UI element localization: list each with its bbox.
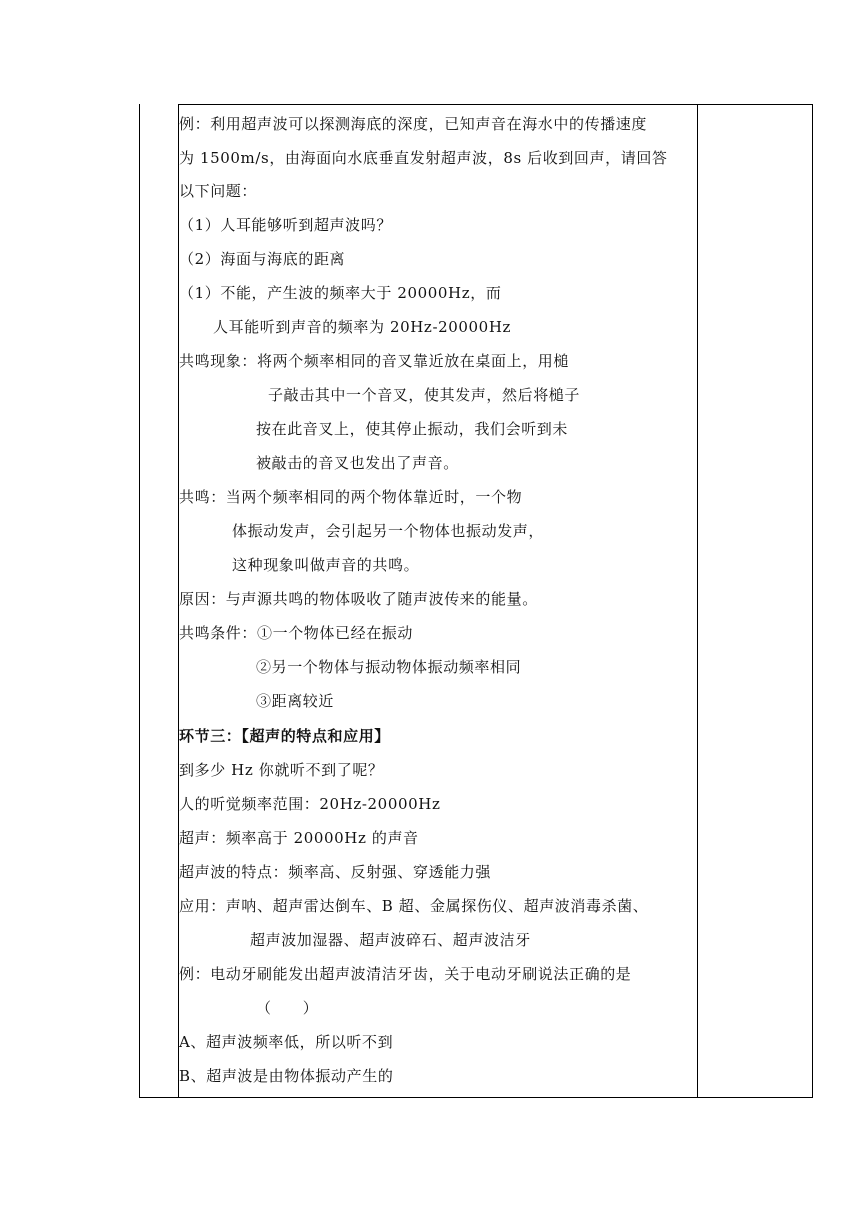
toothbrush-question: 例：电动牙刷能发出超声波清洁牙齿，关于电动牙刷说法正确的是: [179, 965, 632, 983]
hearing-limit-question: 到多少 Hz 你就听不到了呢？: [179, 761, 384, 779]
applications-line-2: 超声波加湿器、超声波碎石、超声波洁牙: [250, 931, 531, 949]
resonance-phenomenon-line-4: 被敲击的音叉也发出了声音。: [256, 454, 459, 472]
option-a: A、超声波频率低，所以听不到: [179, 1033, 394, 1051]
resonance-condition-3: ③距离较近: [256, 692, 335, 710]
resonance-condition-2: ②另一个物体与振动物体振动频率相同: [256, 658, 522, 676]
answer-1-line-1: （1）不能，产生波的频率大于 20000Hz，而: [179, 284, 502, 302]
ultrasound-definition: 超声：频率高于 20000Hz 的声音: [179, 829, 419, 847]
example-question-line-1: 例：利用超声波可以探测海底的深度，已知声音在海水中的传播速度: [179, 115, 648, 133]
resonance-definition-line-2: 体振动发声，会引起另一个物体也振动发声，: [232, 522, 545, 540]
resonance-definition-line-1: 共鸣：当两个频率相同的两个物体靠近时，一个物: [179, 488, 523, 506]
resonance-phenomenon-line-2: 子敲击其中一个音叉，使其发声，然后将槌子: [268, 386, 581, 404]
section-three-heading: 环节三：【超声的特点和应用】: [179, 727, 390, 745]
table-top-border: [178, 104, 812, 105]
resonance-phenomenon-line-1: 共鸣现象：将两个频率相同的音叉靠近放在桌面上，用槌: [179, 352, 570, 370]
resonance-condition-1: 共鸣条件：①一个物体已经在振动: [179, 624, 414, 642]
applications-line-1: 应用：声呐、超声雷达倒车、B 超、金属探伤仪、超声波消毒杀菌、: [179, 897, 649, 915]
sub-question-2: （2）海面与海底的距离: [179, 250, 346, 268]
example-question-line-2: 为 1500m/s，由海面向水底垂直发射超声波，8s 后收到回声，请回答: [179, 149, 668, 167]
resonance-definition-line-3: 这种现象叫做声音的共鸣。: [232, 556, 420, 574]
answer-blank: （ ）: [256, 999, 319, 1017]
answer-1-line-2: 人耳能听到声音的频率为 20Hz-20000Hz: [213, 318, 512, 336]
option-b: B、超声波是由物体振动产生的: [179, 1067, 394, 1085]
column-divider-right: [697, 104, 698, 1097]
resonance-cause: 原因：与声源共鸣的物体吸收了随声波传来的能量。: [179, 590, 538, 608]
hearing-range: 人的听觉频率范围：20Hz-20000Hz: [179, 795, 441, 813]
example-question-line-3: 以下问题：: [179, 182, 258, 200]
resonance-phenomenon-line-3: 按在此音叉上，使其停止振动，我们会听到未: [256, 420, 569, 438]
ultrasound-characteristics: 超声波的特点：频率高、反射强、穿透能力强: [179, 863, 492, 881]
sub-question-1: （1）人耳能够听到超声波吗？: [179, 216, 392, 234]
